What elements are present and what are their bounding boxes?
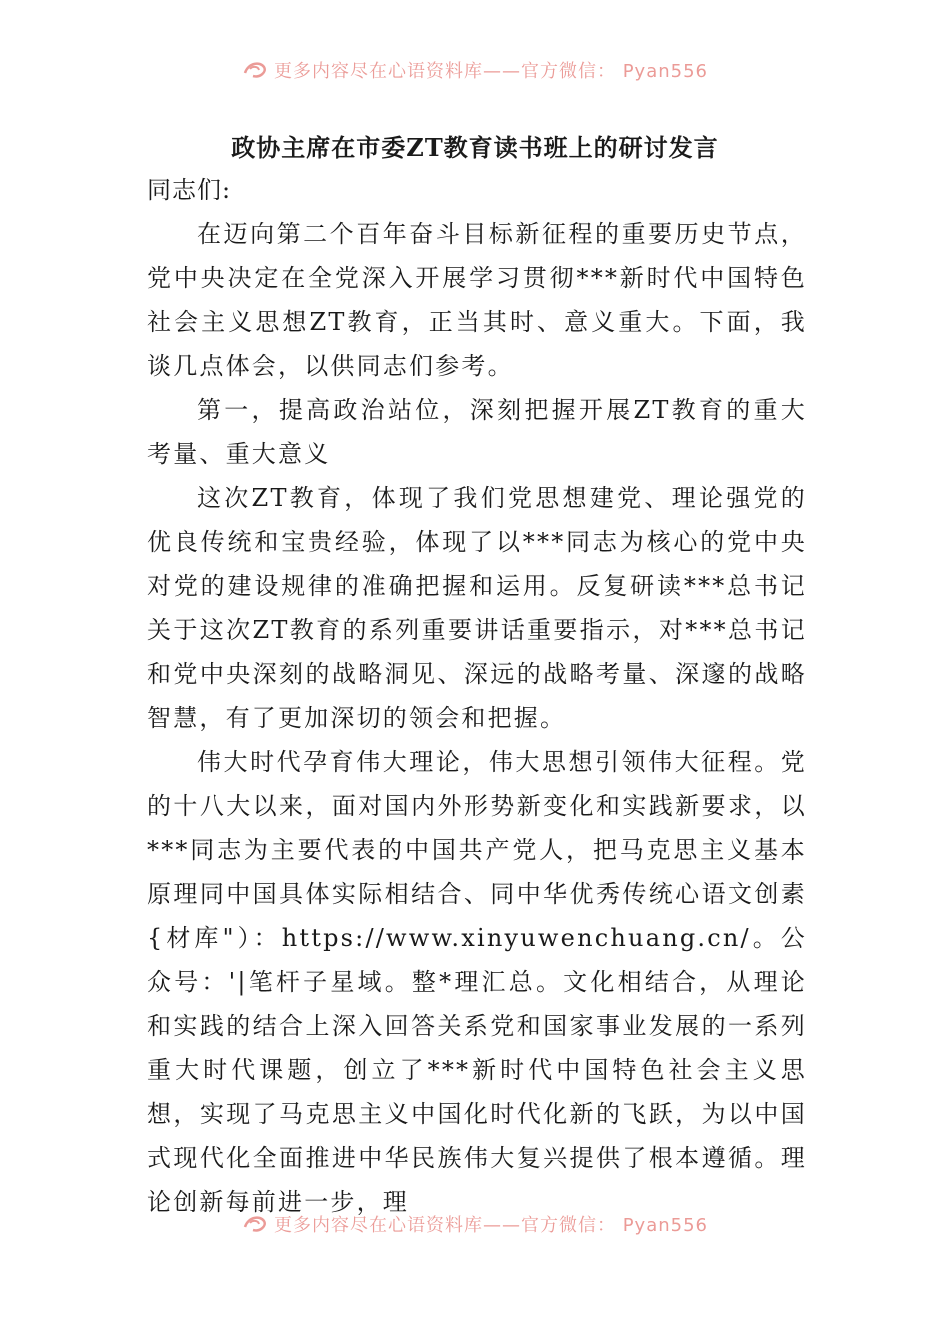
paragraph-intro: 在迈向第二个百年奋斗目标新征程的重要历史节点，党中央决定在全党深入开展学习贯彻***新时代中国特色社会主义思想ZT教育，正当其时、意义重大。下面，我谈几点体会，以供同志们参考。	[147, 220, 807, 380]
paragraph-great-era: 伟大时代孕育伟大理论，伟大思想引领伟大征程。党的十八大以来，面对国内外形势新变化和实践新要求，以***同志为主要代表的中国共产党人，把马克思主义基本原理同中国具体实际相结合、同中华优秀传统心语文创素{材库"）：https://www.xinyuwenchuang.cn/。公众号：'|笔杆子星域。整*理汇总。文化相结合，从理论和实践的结合上深入回答关系党和国家事业发展的一系列重大时代课题，创立了***新时代中国特色社会主义思想，实现了马克思主义中国化时代化新的飞跃，为以中国式现代化全面推进中华民族伟大复兴提供了根本遵循。理论创新每前进一步，理	[147, 748, 807, 1216]
footer-watermark	[0, 1204, 950, 1244]
salutation: 同志们:	[147, 176, 232, 204]
swirl-logo-icon	[242, 59, 268, 81]
watermark-text: 更多内容尽在心语资料库——官方微信： Pyan556	[273, 1215, 709, 1236]
document-body	[147, 168, 807, 1224]
section-heading-first: 第一，提高政治站位，深刻把握开展ZT教育的重大考量、重大意义	[147, 396, 807, 468]
watermark-text: 更多内容尽在心语资料库——官方微信： Pyan556	[273, 61, 709, 82]
header-watermark	[0, 50, 950, 90]
swirl-logo-icon	[242, 1213, 268, 1235]
document-title: 政协主席在市委ZT教育读书班上的研讨发言	[231, 133, 719, 162]
paragraph-education: 这次ZT教育，体现了我们党思想建党、理论强党的优良传统和宝贵经验，体现了以***同志为核心的党中央对党的建设规律的准确把握和运用。反复研读***总书记关于这次ZT教育的系列重要讲话重要指示，对***总书记和党中央深刻的战略洞见、深远的战略考量、深邃的战略智慧，有了更加深切的领会和把握。	[147, 484, 807, 732]
